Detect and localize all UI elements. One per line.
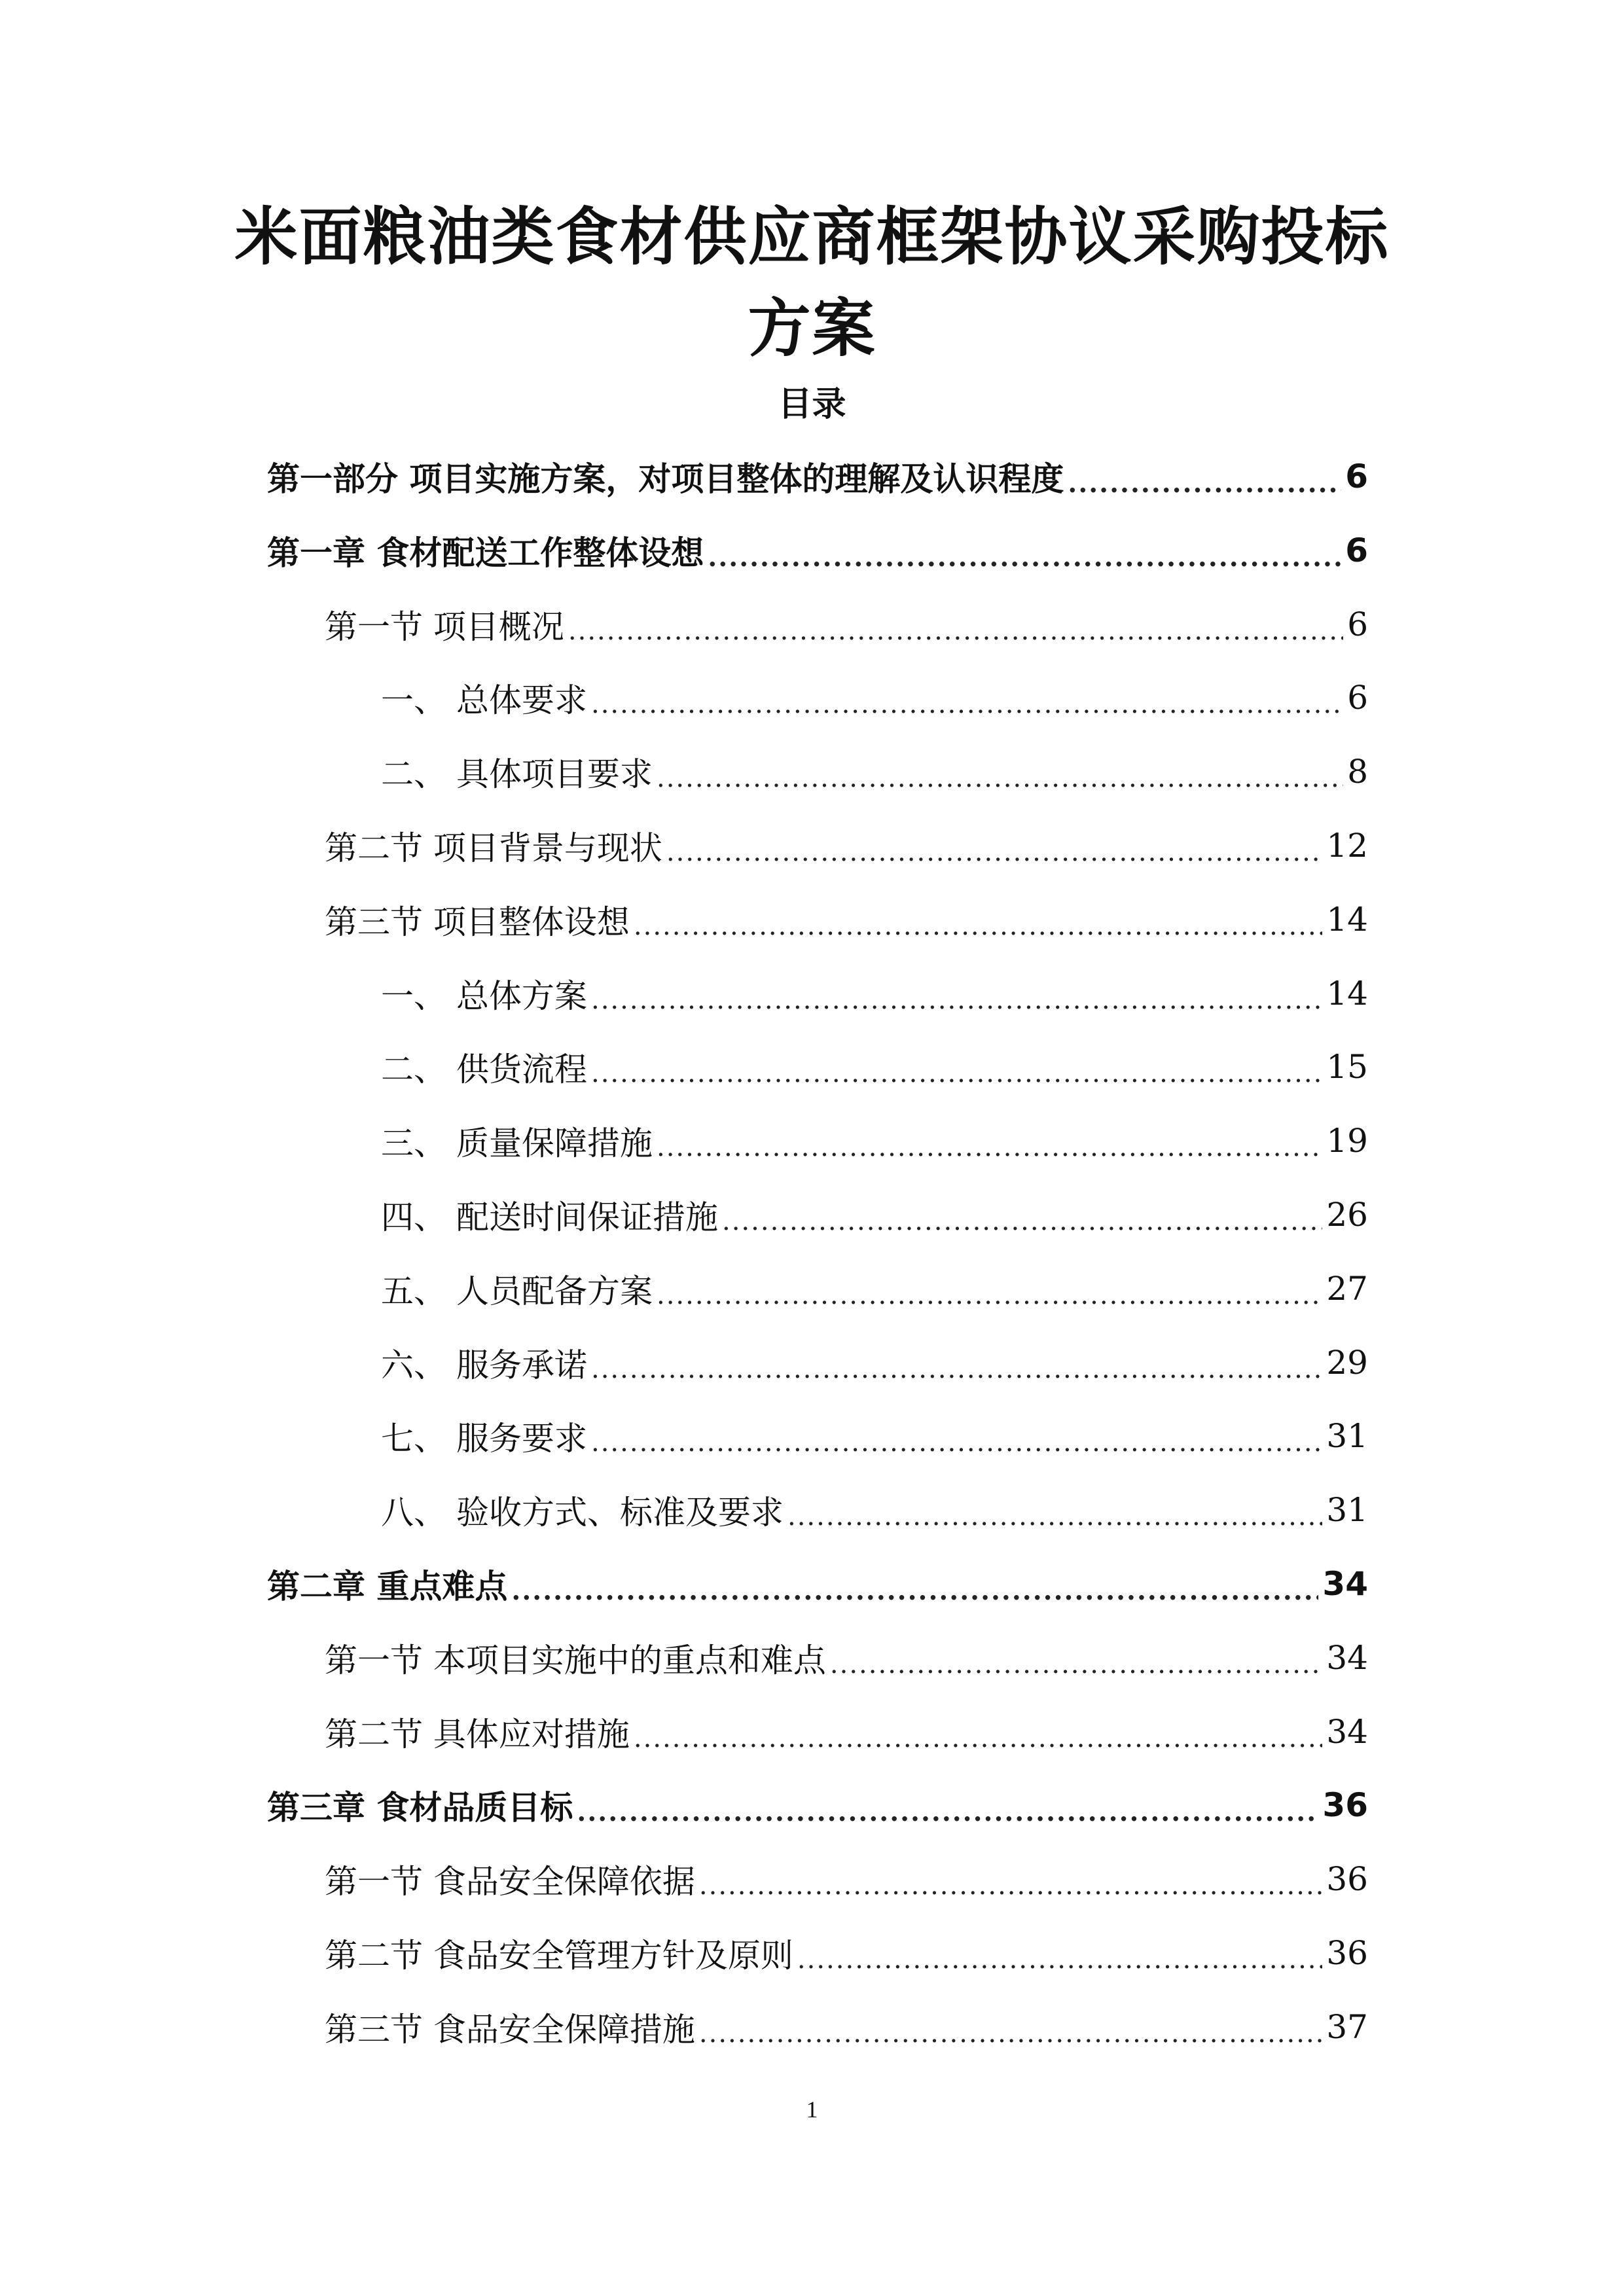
toc-dot-leader <box>634 1723 1322 1753</box>
toc-dot-leader <box>591 689 1343 719</box>
toc-dot-leader <box>591 1427 1322 1458</box>
document-title-line-2: 方案 <box>748 292 876 365</box>
toc-entry-label <box>325 1856 695 1903</box>
toc-entry-page: 29 <box>1326 1344 1368 1382</box>
toc-entry-page: 36 <box>1322 1786 1368 1824</box>
toc-entry-text: 验收方式、标准及要求 <box>456 1494 784 1532</box>
toc-entry[interactable] <box>381 1484 1368 1536</box>
toc-entry-number: 七、 <box>381 1420 446 1458</box>
toc-entry-label <box>381 1486 784 1534</box>
toc-entry[interactable] <box>267 524 1368 577</box>
toc-dot-leader <box>666 837 1322 867</box>
toc-entry-label <box>381 1043 587 1090</box>
toc-entry-text: 第二节 具体应对措施 <box>325 1715 630 1753</box>
toc-entry-text: 第三节 食品安全保障措施 <box>325 2011 695 2049</box>
toc-entry-label <box>267 1560 507 1607</box>
toc-entry-text: 第三节 项目整体设想 <box>325 903 630 941</box>
toc-entry-page: 6 <box>1345 457 1368 495</box>
toc-dot-leader <box>591 1354 1322 1384</box>
toc-entry-text: 第二章 重点难点 <box>267 1568 508 1605</box>
toc-entry-page: 8 <box>1347 753 1368 791</box>
toc-entry[interactable] <box>381 967 1368 1020</box>
toc-entry-label <box>325 601 564 648</box>
toc-dot-leader <box>591 1058 1322 1088</box>
toc-dot-leader <box>699 1871 1322 1901</box>
toc-entry-number: 八、 <box>381 1494 446 1532</box>
toc-entry-text: 总体方案 <box>456 977 587 1015</box>
toc-entry[interactable] <box>381 1410 1368 1462</box>
toc-entry-page: 26 <box>1326 1196 1368 1234</box>
toc-entry-label <box>325 1708 630 1755</box>
toc-entry-label <box>325 1929 793 1977</box>
toc-entry-page: 36 <box>1326 1860 1368 1898</box>
toc-entry-page: 14 <box>1326 901 1368 939</box>
toc-entry[interactable] <box>381 1115 1368 1167</box>
toc-entry-number: 四、 <box>381 1198 446 1236</box>
toc-entry-page: 6 <box>1347 679 1368 717</box>
toc-dot-leader <box>699 2018 1322 2049</box>
toc-dot-leader <box>511 1575 1318 1606</box>
toc-entry-page: 6 <box>1345 531 1368 569</box>
toc-entry[interactable] <box>381 1336 1368 1389</box>
toc-entry-label <box>267 1782 573 1829</box>
toc-dot-leader <box>634 911 1322 941</box>
toc-entry-label <box>325 1634 826 1681</box>
toc-entry-text: 总体要求 <box>456 681 587 719</box>
toc-entry-page: 12 <box>1326 827 1368 865</box>
toc-entry-page: 19 <box>1326 1122 1368 1160</box>
toc-entry-number: 五、 <box>381 1272 446 1310</box>
toc-entry-label <box>381 674 587 721</box>
toc-entry-page: 31 <box>1326 1491 1368 1529</box>
toc-entry[interactable] <box>325 1632 1368 1684</box>
toc-entry-label <box>381 1265 653 1312</box>
toc-entry-label <box>381 748 653 795</box>
toc-heading: 目录 <box>778 385 846 424</box>
toc-entry-page: 15 <box>1326 1048 1368 1086</box>
toc-entry-label <box>267 527 704 574</box>
toc-entry[interactable] <box>325 598 1368 651</box>
toc-dot-leader <box>830 1649 1322 1679</box>
toc-entry-number: 二、 <box>381 755 446 793</box>
toc-dot-leader <box>657 1132 1322 1162</box>
toc-entry-page: 31 <box>1326 1417 1368 1455</box>
toc-dot-leader <box>657 763 1343 793</box>
toc-entry-page: 14 <box>1326 975 1368 1013</box>
toc-entry-number: 二、 <box>381 1050 446 1088</box>
document-title-line-1: 米面粮油类食材供应商框架协议采购投标 <box>234 200 1390 274</box>
toc-entry-text: 人员配备方案 <box>456 1272 653 1310</box>
toc-dot-leader <box>591 985 1322 1015</box>
toc-entry-text: 第一节 食品安全保障依据 <box>325 1863 695 1901</box>
toc-entry-text: 第一节 本项目实施中的重点和难点 <box>325 1641 826 1679</box>
toc-entry-page: 27 <box>1326 1270 1368 1308</box>
toc-dot-leader <box>787 1501 1322 1532</box>
toc-entry[interactable] <box>325 1853 1368 1905</box>
toc-entry-page: 6 <box>1347 605 1368 643</box>
toc-entry-text: 第一章 食材配送工作整体设想 <box>267 534 704 572</box>
toc-entry[interactable] <box>267 450 1368 503</box>
toc-entry-number: 六、 <box>381 1346 446 1384</box>
toc-entry[interactable] <box>325 1706 1368 1758</box>
toc-entry-text: 第一部分 项目实施方案，对项目整体的理解及认识程度 <box>267 460 1064 498</box>
toc-entry-number: 一、 <box>381 681 446 719</box>
toc-entry-label <box>381 1117 653 1164</box>
page-number: 1 <box>806 2096 818 2123</box>
toc-entry-label <box>325 2003 695 2051</box>
toc-entry-text: 配送时间保证措施 <box>456 1198 718 1236</box>
toc-entry-page: 36 <box>1326 1934 1368 1972</box>
toc-entry[interactable] <box>381 1263 1368 1315</box>
toc-dot-leader <box>577 1797 1318 1827</box>
toc-entry[interactable] <box>267 1558 1368 1610</box>
toc-dot-leader <box>797 1945 1322 1975</box>
toc-entry-label <box>325 822 662 869</box>
toc-entry-page: 37 <box>1326 2008 1368 2046</box>
toc-entry-text: 服务要求 <box>456 1420 587 1458</box>
toc-entry[interactable] <box>381 1041 1368 1093</box>
toc-dot-leader <box>708 542 1341 573</box>
toc-entry[interactable] <box>325 893 1368 946</box>
toc-entry[interactable] <box>325 2001 1368 2053</box>
toc-entry[interactable] <box>381 745 1368 798</box>
toc-entry[interactable] <box>381 672 1368 724</box>
toc-entry-text: 第二节 食品安全管理方针及原则 <box>325 1937 793 1975</box>
toc-dot-leader <box>657 1280 1322 1310</box>
toc-dot-leader <box>1068 468 1341 499</box>
toc-entry-text: 第二节 项目背景与现状 <box>325 829 662 867</box>
toc-entry[interactable] <box>325 1927 1368 1979</box>
toc-entry-number: 三、 <box>381 1124 446 1162</box>
toc-entry-text: 服务承诺 <box>456 1346 587 1384</box>
toc-entry-page: 34 <box>1326 1713 1368 1751</box>
toc-dot-leader <box>722 1206 1322 1236</box>
toc-entry-number: 一、 <box>381 977 446 1015</box>
toc-entry[interactable] <box>381 1189 1368 1241</box>
toc-entry-label <box>267 453 1064 500</box>
toc-entry-label <box>381 1412 587 1460</box>
toc-entry-text: 供货流程 <box>456 1050 587 1088</box>
toc-entry-text: 具体项目要求 <box>456 755 653 793</box>
toc-entry[interactable] <box>267 1779 1368 1831</box>
toc-entry-label <box>325 896 630 943</box>
toc-entry-text: 第三章 食材品质目标 <box>267 1789 573 1827</box>
toc-entry-label <box>381 970 587 1017</box>
toc-dot-leader <box>568 616 1343 646</box>
toc-entry-page: 34 <box>1326 1639 1368 1677</box>
toc-entry-label <box>381 1191 718 1238</box>
toc-entry-text: 质量保障措施 <box>456 1124 653 1162</box>
toc-entry-label <box>381 1339 587 1386</box>
toc-entry-page: 34 <box>1322 1565 1368 1603</box>
toc-entry[interactable] <box>325 819 1368 872</box>
toc-entry-text: 第一节 项目概况 <box>325 608 564 646</box>
